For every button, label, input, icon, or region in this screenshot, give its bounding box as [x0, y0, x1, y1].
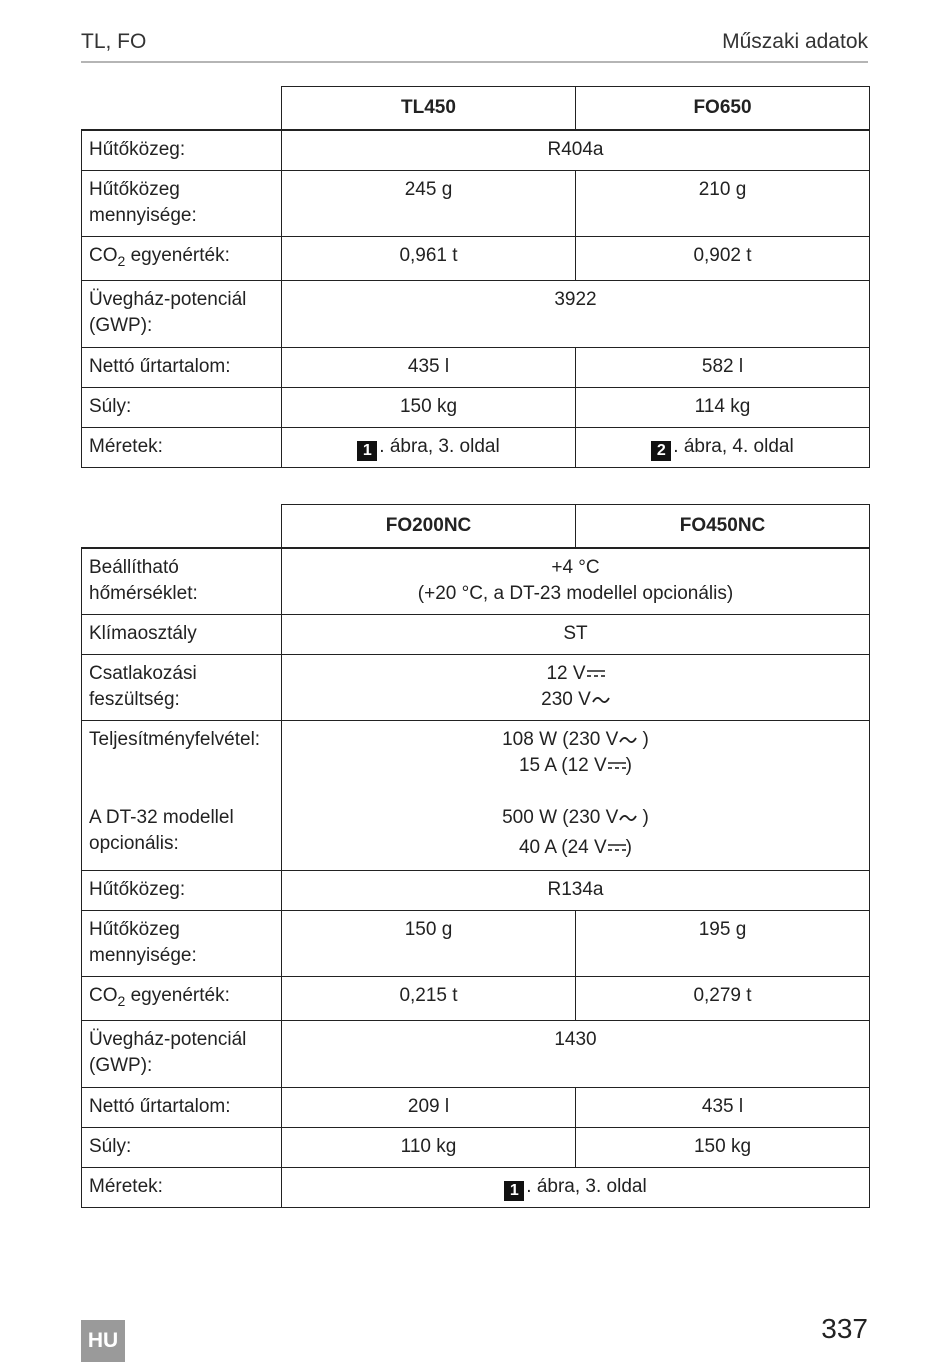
dc-symbol-icon — [608, 760, 626, 770]
refrigerant-amount-fo650: 210 g — [576, 170, 870, 236]
refrigerant-label: Hűtőközeg: — [82, 870, 282, 910]
spec-table-fo200nc-fo450nc — [81, 504, 870, 1208]
co2-tl450: 0,961 t — [282, 236, 576, 280]
page-number: 337 — [821, 1313, 868, 1344]
temperature-label: Beállítható hőmérséklet: — [82, 548, 282, 614]
co2-fo650: 0,902 t — [576, 236, 870, 280]
language-tag: HU — [81, 1320, 125, 1362]
dimensions-label: Méretek: — [82, 427, 282, 467]
dimensions-tl450: 1 . ábra, 3. oldal — [282, 427, 576, 467]
power-consumption-label: Teljesítményfelvétel: — [89, 728, 261, 750]
refrigerant-amount-tl450: 245 g — [282, 170, 576, 236]
dc-symbol-icon — [587, 668, 605, 678]
spec-table-tl450-fo650 — [81, 86, 870, 468]
refrigerant-label: Hűtőközeg: — [82, 130, 282, 170]
gwp-value: 3922 — [282, 280, 870, 347]
co2-label: $CO_2$ egyenérték: — [82, 976, 282, 1020]
weight-fo650: 114 kg — [576, 387, 870, 427]
voltage-label: Csatlakozási feszültség: — [82, 654, 282, 720]
refrigerant-value: R404a — [282, 130, 870, 170]
weight-fo200nc: 110 kg — [282, 1127, 576, 1167]
power-consumption-value: 108 W (230 V ) 15 A (12 V ) 500 W (230 V ) 40 A (24 V ) — [282, 720, 870, 870]
dimensions-value: 1 . ábra, 3. oldal — [282, 1167, 870, 1207]
ac-symbol-icon — [592, 695, 610, 705]
figure-number-badge: 1 — [504, 1181, 524, 1201]
voltage-value: 12 V 230 V — [282, 654, 870, 720]
net-volume-fo650: 582 l — [576, 347, 870, 387]
climate-class-label: Klímaosztály — [82, 614, 282, 654]
col-header-fo450nc: FO450NC — [576, 505, 870, 549]
net-volume-tl450: 435 l — [282, 347, 576, 387]
net-volume-label: Nettó űrtartalom: — [82, 1087, 282, 1127]
col-header-fo650: FO650 — [576, 87, 870, 131]
figure-number-badge: 2 — [651, 441, 671, 461]
col-header-fo200nc: FO200NC — [282, 505, 576, 549]
header-left: TL, FO — [81, 30, 147, 53]
dimensions-fo650: 2 . ábra, 4. oldal — [576, 427, 870, 467]
weight-label: Súly: — [82, 387, 282, 427]
co2-label: $CO_2$ egyenérték: — [82, 236, 282, 280]
ac-symbol-icon — [619, 735, 637, 745]
net-volume-fo450nc: 435 l — [576, 1087, 870, 1127]
weight-fo450nc: 150 kg — [576, 1127, 870, 1167]
col-header-tl450: TL450 — [282, 87, 576, 131]
gwp-label: Üvegház-potenciál (GWP): — [82, 280, 282, 347]
ac-symbol-icon — [619, 813, 637, 823]
net-volume-label: Nettó űrtartalom: — [82, 347, 282, 387]
weight-label: Súly: — [82, 1127, 282, 1167]
refrigerant-amount-fo450nc: 195 g — [576, 910, 870, 976]
co2-fo450nc: 0,279 t — [576, 976, 870, 1020]
refrigerant-amount-label: Hűtőközeg mennyisége: — [82, 910, 282, 976]
refrigerant-value: R134a — [282, 870, 870, 910]
figure-number-badge: 1 — [357, 441, 377, 461]
power-consumption-label-cell — [82, 720, 282, 870]
climate-class-value: ST — [282, 614, 870, 654]
dimensions-label: Méretek: — [82, 1167, 282, 1207]
header-rule — [81, 61, 868, 63]
refrigerant-amount-fo200nc: 150 g — [282, 910, 576, 976]
temperature-value: +4 °C (+20 °C, a DT-23 modellel opcionális) — [282, 548, 870, 614]
co2-fo200nc: 0,215 t — [282, 976, 576, 1020]
header-right: Műszaki adatok — [722, 30, 868, 53]
gwp-label: Üvegház-potenciál (GWP): — [82, 1020, 282, 1087]
gwp-value: 1430 — [282, 1020, 870, 1087]
weight-tl450: 150 kg — [282, 387, 576, 427]
refrigerant-amount-label: Hűtőközeg mennyisége: — [82, 170, 282, 236]
dc-symbol-icon — [608, 842, 626, 852]
dt32-option-label: A DT-32 modellel opcionális: — [89, 806, 234, 854]
net-volume-fo200nc: 209 l — [282, 1087, 576, 1127]
